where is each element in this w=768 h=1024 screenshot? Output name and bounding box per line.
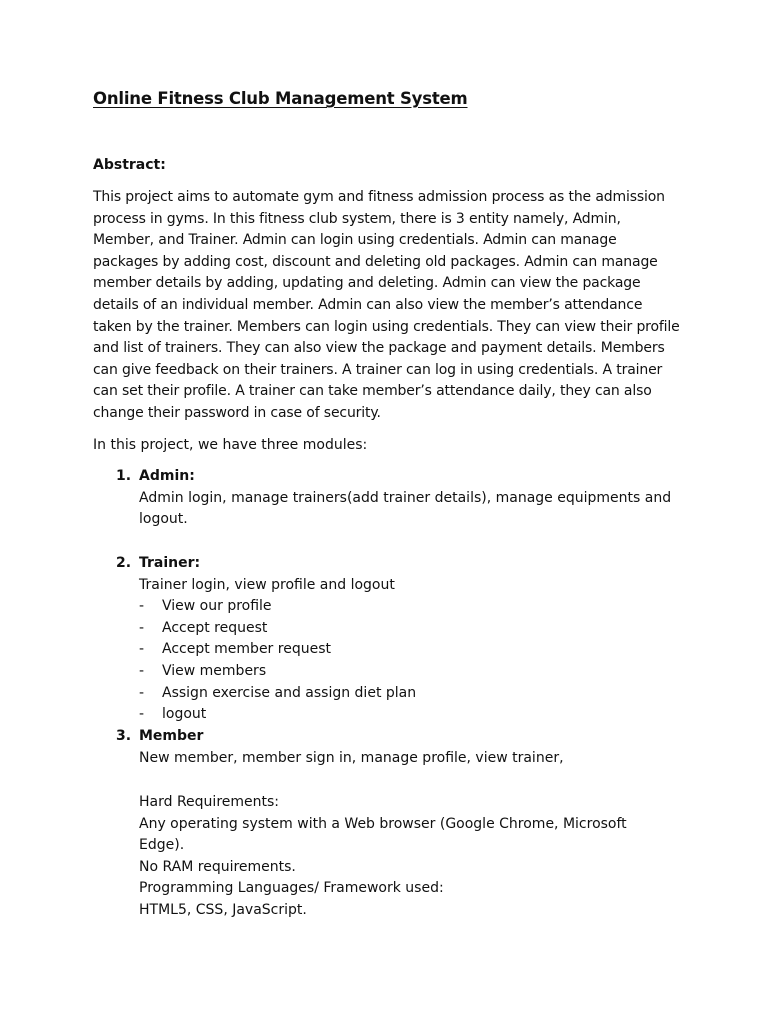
module-description: Admin login, manage trainers(add trainer details), manage equipments and logout.: [139, 489, 672, 528]
module-number: 1.: [116, 468, 132, 484]
list-item-text: View our profile: [162, 598, 272, 615]
list-bullet: -: [139, 684, 145, 701]
abstract-paragraph: This project aims to automate gym and fitness admission process as the admission process in gyms. In this fitness club system, there is 3 entity namely, Admin, Member, and Trainer. Admin can login using credentials. Admin can manage packages by adding cost, discount and deleting old packages. Admin can manage member details by adding, updating and deleting. Admin can view the package details of an individual member. Admin can also view the member’s attendance taken by the trainer. Members can login using credentials. They can view their profile and list of trainers. They can also view the package and payment details. Members can give feedback on their trainers. A trainer can log in using credentials. A trainer can set their profile. A trainer can take member’s attendance daily, they can also change their password in case of security.: [93, 189, 680, 421]
document-title: Online Fitness Club Management System: [93, 89, 468, 108]
list-item-text: View members: [162, 662, 267, 679]
requirements-section: [139, 792, 659, 922]
languages-list: HTML5, CSS, JavaScript.: [139, 901, 307, 918]
list-bullet: -: [139, 619, 145, 636]
list-bullet: -: [139, 641, 145, 658]
module-description: New member, member sign in, manage profile, view trainer,: [139, 749, 564, 766]
requirements-heading: Hard Requirements:: [139, 794, 279, 810]
list-item-text: Accept member request: [162, 641, 331, 658]
abstract-heading: Abstract:: [93, 157, 166, 173]
modules-intro: In this project, we have three modules:: [93, 437, 368, 453]
module-number: 3.: [116, 728, 132, 744]
list-bullet: -: [139, 662, 145, 679]
list-bullet: -: [139, 598, 145, 615]
languages-heading: Programming Languages/ Framework used:: [139, 880, 444, 897]
list-bullet: -: [139, 706, 145, 723]
module-name: Trainer:: [139, 555, 201, 571]
module-number: 2.: [116, 555, 132, 571]
list-item-text: logout: [162, 706, 207, 723]
list-item-text: Assign exercise and assign diet plan: [162, 684, 417, 701]
module-name: Member: [139, 728, 204, 744]
list-item-text: Accept request: [162, 619, 268, 636]
module-name: Admin:: [139, 468, 195, 484]
ram-requirement: No RAM requirements.: [139, 858, 296, 875]
os-requirement: Any operating system with a Web browser (Google Chrome, Microsoft Edge).: [139, 815, 627, 854]
module-description: Trainer login, view profile and logout: [139, 576, 395, 593]
